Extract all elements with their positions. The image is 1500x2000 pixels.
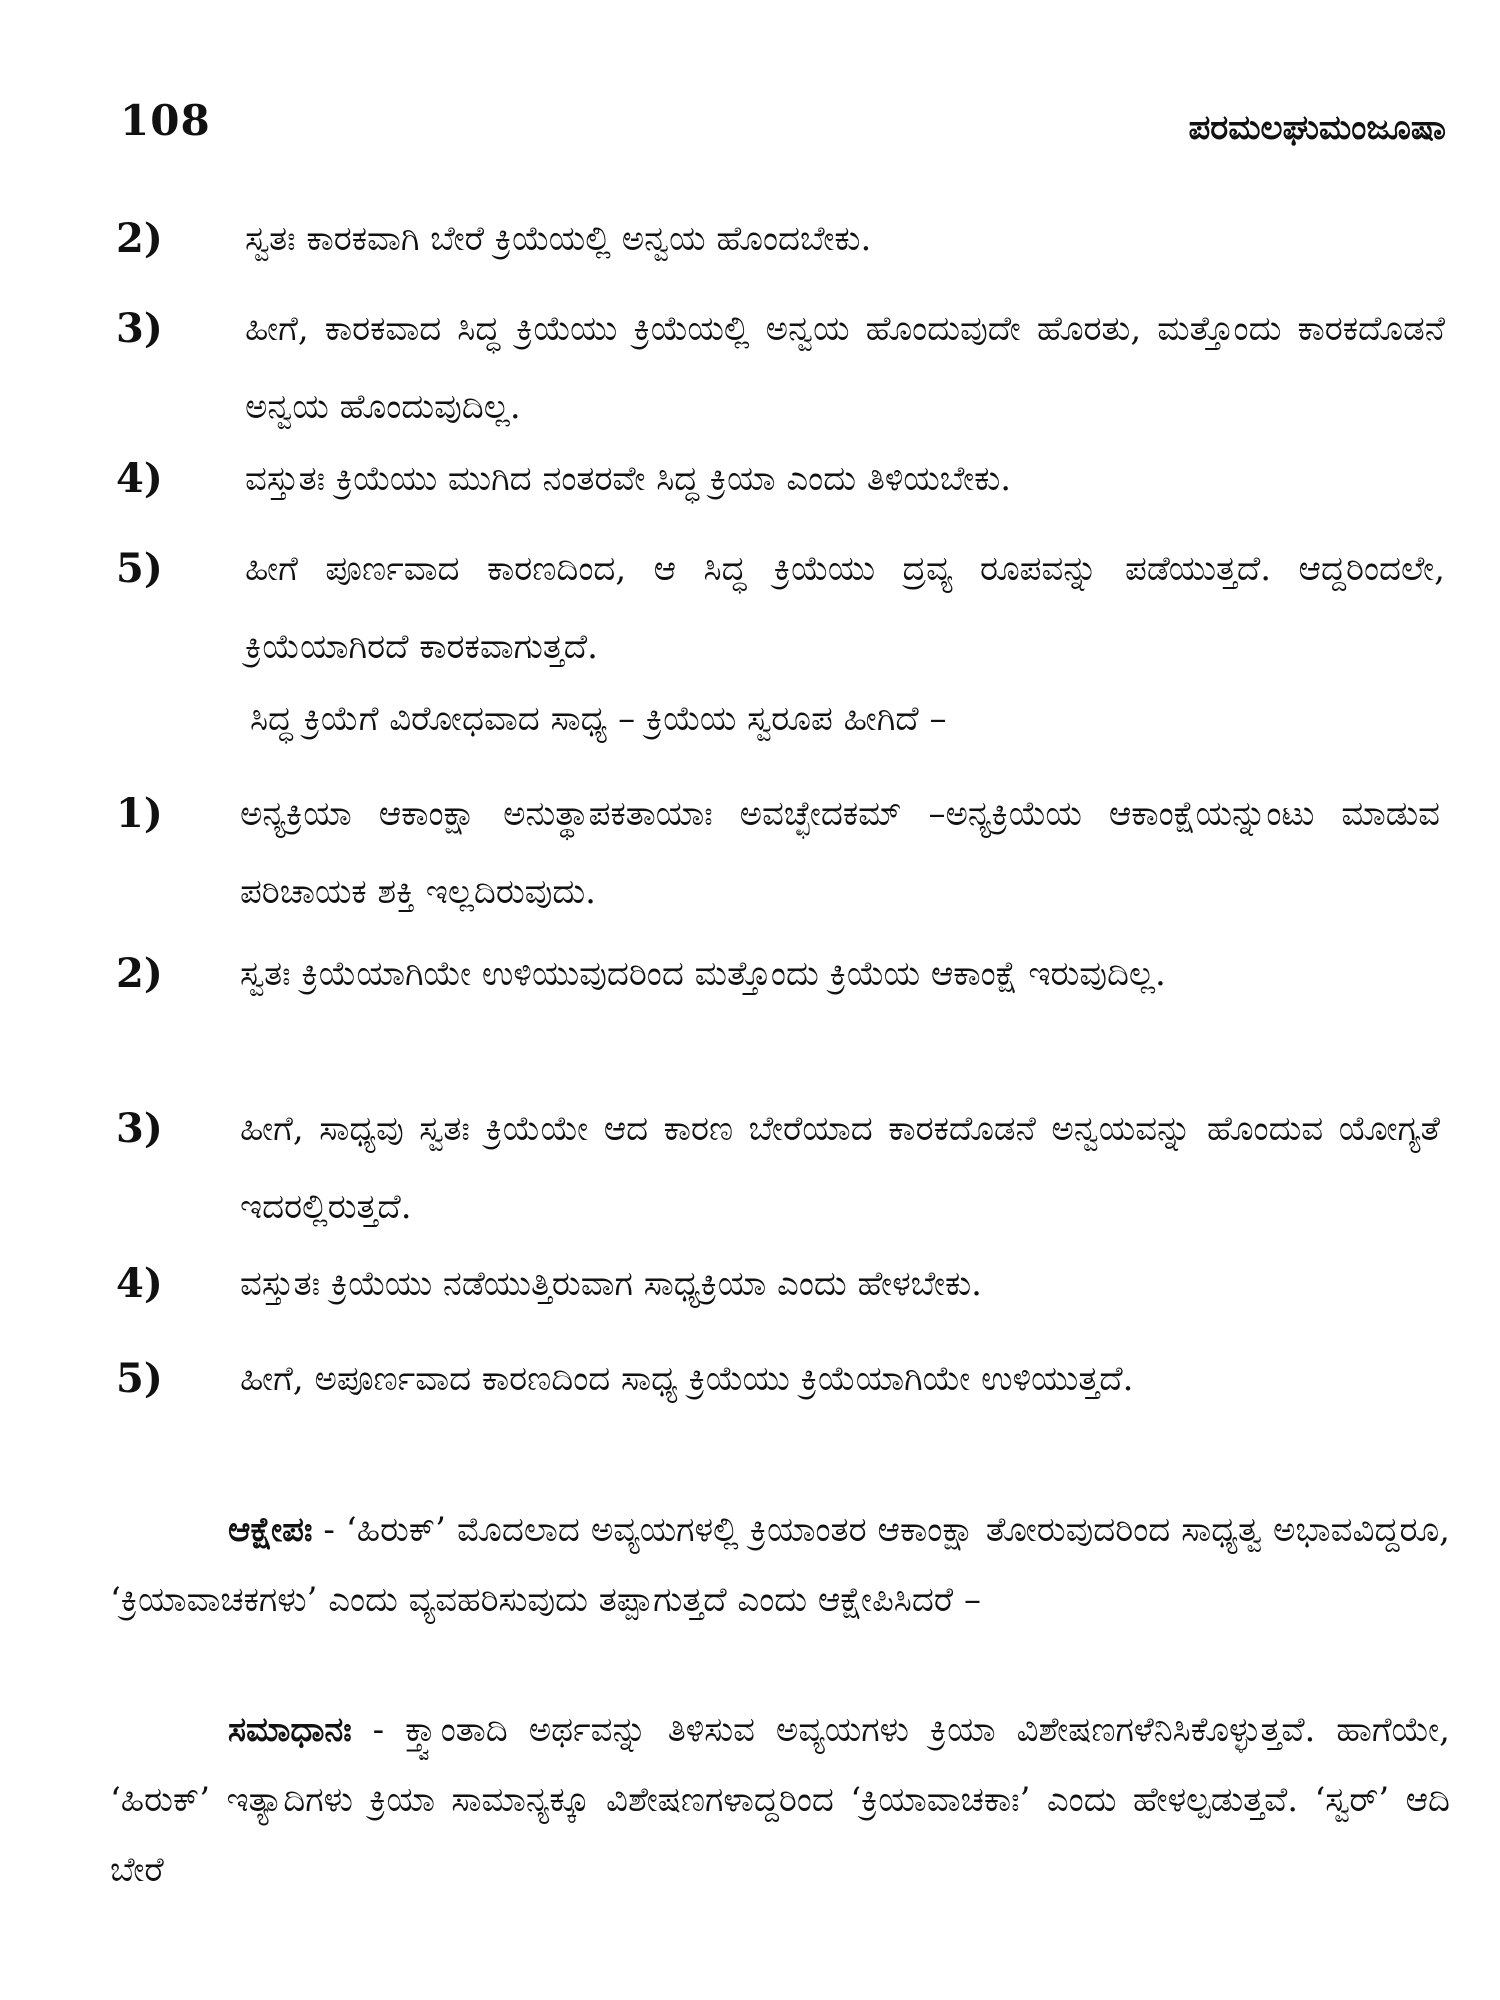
list-item-text: ಹೀಗೆ, ಕಾರಕವಾದ ಸಿದ್ಧ ಕ್ರಿಯೆಯು ಕ್ರಿಯೆಯಲ್ಲಿ ಅನ್ವಯ ಹೊಂದುವುದೇ ಹೊರತು, ಮತ್ತೊಂದು ಕಾರಕದೊಡನೆ ಅನ್ವಯ ಹೊಂದುವುದಿಲ್ಲ. xyxy=(245,309,1445,427)
list-item-number: 1) xyxy=(116,790,163,837)
list-item-number: 4) xyxy=(116,455,163,502)
list-item-text: ಹೀಗೆ, ಅಪೂರ್ಣವಾದ ಕಾರಣದಿಂದ ಸಾಧ್ಯ ಕ್ರಿಯೆಯು ಕ್ರಿಯೆಯಾಗಿಯೇ ಉಳಿಯುತ್ತದೆ. xyxy=(240,1359,1134,1399)
list-item-text: ಹೀಗೆ ಪೂರ್ಣವಾದ ಕಾರಣದಿಂದ, ಆ ಸಿದ್ಧ ಕ್ರಿಯೆಯು ದ್ರವ್ಯ ರೂಪವನ್ನು ಪಡೆಯುತ್ತದೆ. ಆದ್ದರಿಂದಲೇ, ಕ್ರಿಯೆಯಾಗಿರದೆ ಕಾರಕವಾಗುತ್ತದೆ. xyxy=(245,549,1445,667)
list-item-number: 2) xyxy=(116,950,163,997)
list-item-number: 4) xyxy=(116,1260,163,1307)
book-title: ಪರಮಲಘುಮಂಜೂಷಾ xyxy=(1188,108,1446,148)
list-item-text: ವಸ್ತುತಃ ಕ್ರಿಯೆಯು ನಡೆಯುತ್ತಿರುವಾಗ ಸಾಧ್ಯಕ್ರಿಯಾ ಎಂದು ಹೇಳಬೇಕು. xyxy=(240,1264,982,1304)
objection-text: - ‘ಹಿರುಕ್’ ಮೊದಲಾದ ಅವ್ಯಯಗಳಲ್ಲಿ ಕ್ರಿಯಾಂತರ ಆಕಾಂಕ್ಷಾ ತೋರುವುದರಿಂದ ಸಾಧ್ಯತ್ವ ಅಭಾವವಿದ್ದರೂ, ‘ಕ್ರಿಯಾವಾಚಕಗಳು’ ಎಂದು ವ್ಯವಹರಿಸುವುದು ತಪ್ಪಾಗುತ್ತದೆ ಎಂದು ಆಕ್ಷೇಪಿಸಿದರೆ – xyxy=(110,1510,1450,1620)
answer-paragraph xyxy=(110,1695,1450,1905)
list-item-number: 3) xyxy=(116,1105,163,1152)
list-item-text: ವಸ್ತುತಃ ಕ್ರಿಯೆಯು ಮುಗಿದ ನಂತರವೇ ಸಿದ್ಧ ಕ್ರಿಯಾ ಎಂದು ತಿಳಿಯಬೇಕು. xyxy=(245,459,1012,499)
page-number: 108 xyxy=(120,96,211,145)
section-heading: ಸಿದ್ಧ ಕ್ರಿಯೆಗೆ ವಿರೋಧವಾದ ಸಾಧ್ಯ – ಕ್ರಿಯೆಯ ಸ್ವರೂಪ ಹೀಗಿದೆ – xyxy=(250,699,947,739)
answer-text: - ಕ್ತ್ವಾಂತಾದಿ ಅರ್ಥವನ್ನು ತಿಳಿಸುವ ಅವ್ಯಯಗಳು ಕ್ರಿಯಾ ವಿಶೇಷಣಗಳೆನಿಸಿಕೊಳ್ಳುತ್ತವೆ. ಹಾಗೆಯೇ, ‘ಹಿರುಕ್’ ಇತ್ಯಾದಿಗಳು ಕ್ರಿಯಾ ಸಾಮಾನ್ಯಕ್ಕೂ ವಿಶೇಷಣಗಳಾದ್ದರಿಂದ ‘ಕ್ರಿಯಾವಾಚಕಾಃ’ ಎಂದು ಹೇಳಲ್ಪಡುತ್ತವೆ. ‘ಸ್ವರ್’ ಆದಿ ಬೇರೆ xyxy=(110,1710,1450,1890)
list-item-number: 5) xyxy=(116,1355,163,1402)
answer-label: ಸಮಾಧಾನಃ xyxy=(228,1710,352,1750)
objection-label: ಆಕ್ಷೇಪಃ xyxy=(228,1510,313,1550)
list-item-number: 3) xyxy=(116,305,163,352)
list-item-text: ಅನ್ಯಕ್ರಿಯಾ ಆಕಾಂಕ್ಷಾ ಅನುತ್ಥಾಪಕತಾಯಾಃ ಅವಚ್ಛೇದಕಮ್ –ಅನ್ಯಕ್ರಿಯೆಯ ಆಕಾಂಕ್ಷೆಯನ್ನುಂಟು ಮಾಡುವ ಪರಿಚಾಯಕ ಶಕ್ತಿ ಇಲ್ಲದಿರುವುದು. xyxy=(240,794,1440,912)
list-item-number: 2) xyxy=(116,215,163,262)
list-item-text: ಸ್ವತಃ ಕಾರಕವಾಗಿ ಬೇರೆ ಕ್ರಿಯೆಯಲ್ಲಿ ಅನ್ವಯ ಹೊಂದಬೇಕು. xyxy=(245,219,872,259)
list-item-number: 5) xyxy=(116,545,163,592)
objection-paragraph xyxy=(110,1495,1450,1635)
list-item-text: ಹೀಗೆ, ಸಾಧ್ಯವು ಸ್ವತಃ ಕ್ರಿಯೆಯೇ ಆದ ಕಾರಣ ಬೇರೆಯಾದ ಕಾರಕದೊಡನೆ ಅನ್ವಯವನ್ನು ಹೊಂದುವ ಯೋಗ್ಯತೆ ಇದರಲ್ಲಿರುತ್ತದೆ. xyxy=(240,1109,1440,1227)
list-item-text: ಸ್ವತಃ ಕ್ರಿಯೆಯಾಗಿಯೇ ಉಳಿಯುವುದರಿಂದ ಮತ್ತೊಂದು ಕ್ರಿಯೆಯ ಆಕಾಂಕ್ಷೆ ಇರುವುದಿಲ್ಲ. xyxy=(240,954,1166,994)
